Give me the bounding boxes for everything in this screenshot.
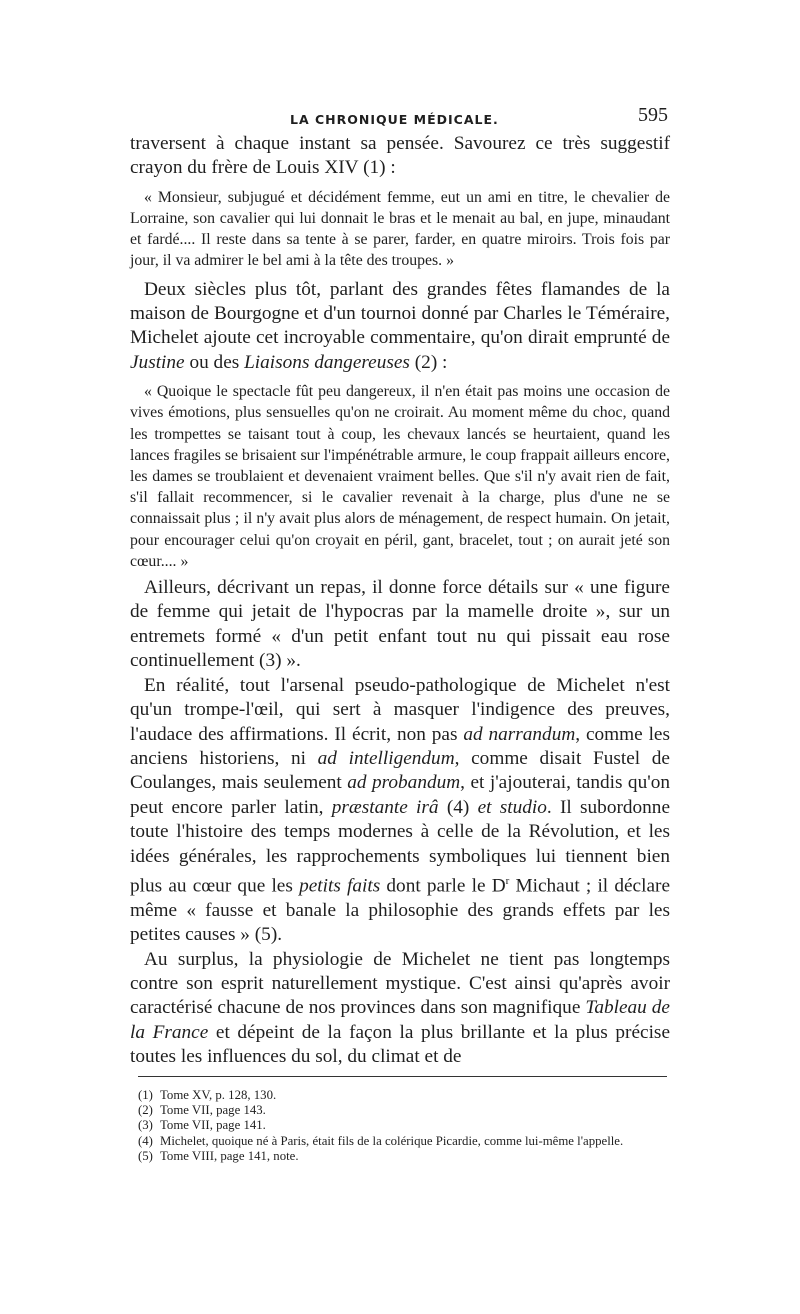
footnote-5: (5) Tome VIII, page 141, note. xyxy=(138,1148,299,1163)
paragraph-1: traversent à chaque instant sa pensée. Savourez ce très suggestif crayon du frère de Louis XIV (1) : xyxy=(130,133,670,179)
quote-tournoi: « Quoique le spectacle fût peu dangereux, il n'en était pas moins une occasion de vives émotions, plus sensuelles qu'on ne croirait. Au moment même du choc, quand les trompettes se taisant tout à coup, les chevaux lancés se heurtaient, quand les lances fragiles se brisaient sur l'impénétrable armure, le coup frappait ailleurs encore, les dames se troublaient et devenaient vraiment belles. Que s'il n'y avait rien de fait, s'il fallait recommencer, si le cavalier revenait à la charge, plus d'une ne se connaissait plus ; il n'y avait plus alors de ménagement, de respect humain. On jetait, pour encourager celui qu'on croyait en péril, gant, bracelet, tout ; on aurait jeté son cœur.... » xyxy=(130,383,670,570)
footnote-4: (4) Michelet, quoique né à Paris, était fils de la colérique Picardie, comme lui-même l'appelle. xyxy=(138,1133,624,1148)
footnote-1: (1) Tome XV, p. 128, 130. xyxy=(138,1088,277,1102)
quote-monsieur: « Monsieur, subjugué et décidément femme, eut un ami en titre, le chevalier de Lorraine, son cavalier qui lui donnait le bras et le menait au bal, en jupe, minaudant et fardé.... Il reste dans sa tente à se parer, farder, en quatre miroirs. Trois fois par jour, il va admirer le bel ami à la tête des troupes. » xyxy=(130,188,670,270)
footnote-rule xyxy=(138,1076,667,1077)
paragraph-4: En réalité, tout l'arsenal pseudo-pathologique de Michelet n'est qu'un trompe-l'œil, qui sert à masquer l'indigence des preuves, l'audace des affirmations. Il écrit, non pas ad narrandum, comme les anciens historiens, ni ad intelligendum, comme disait Fustel de Coulanges, mais seulement ad probandum, et j'ajouterai, tandis qu'on peut encore parler latin, præstante irâ (4) et studio. Il subordonne toute l'histoire des temps modernes à celle de la Révolution, et les idées générales, les rapprochements symboliques lui tiennent bien plus au cœur que les petits faits dont parle le $D^r$ Michaut ; il déclare même « fausse et banale la philosophie des grands effets par les petites causes » (5). xyxy=(130,674,671,946)
page-number: 595 xyxy=(638,104,668,126)
footnote-3: (3) Tome VII, page 141. xyxy=(138,1118,266,1133)
page-header xyxy=(130,102,670,132)
paragraph-2: Deux siècles plus tôt, parlant des grandes fêtes flamandes de la maison de Bourgogne et d'un tournoi donné par Charles le Téméraire, Michelet ajoute cet incroyable commentaire, qu'on dirait emprunté de Justine ou des Liaisons dangereuses (2) : xyxy=(130,278,670,373)
footnotes xyxy=(138,1088,667,1164)
running-title: LA CHRONIQUE MÉDICALE. xyxy=(290,112,499,127)
paragraph-5: Au surplus, la physiologie de Michelet ne tient pas longtemps contre son esprit naturellement mystique. C'est ainsi qu'après avoir caractérisé chacune de nos provinces dans son magnifique Tableau de la France et dépeint de la façon la plus brillante et la plus précise toutes les influences du sol, du climat et de xyxy=(130,948,670,1068)
page-content xyxy=(130,102,670,1070)
footnote-2: (2) Tome VII, page 143. xyxy=(138,1103,266,1118)
paragraph-3: Ailleurs, décrivant un repas, il donne force détails sur « une figure de femme qui jetait de l'hypocras par la mamelle droite », sur un entremets formé « d'un petit enfant tout nu qui pissait eau rose continuellement (3) ». xyxy=(130,577,670,672)
